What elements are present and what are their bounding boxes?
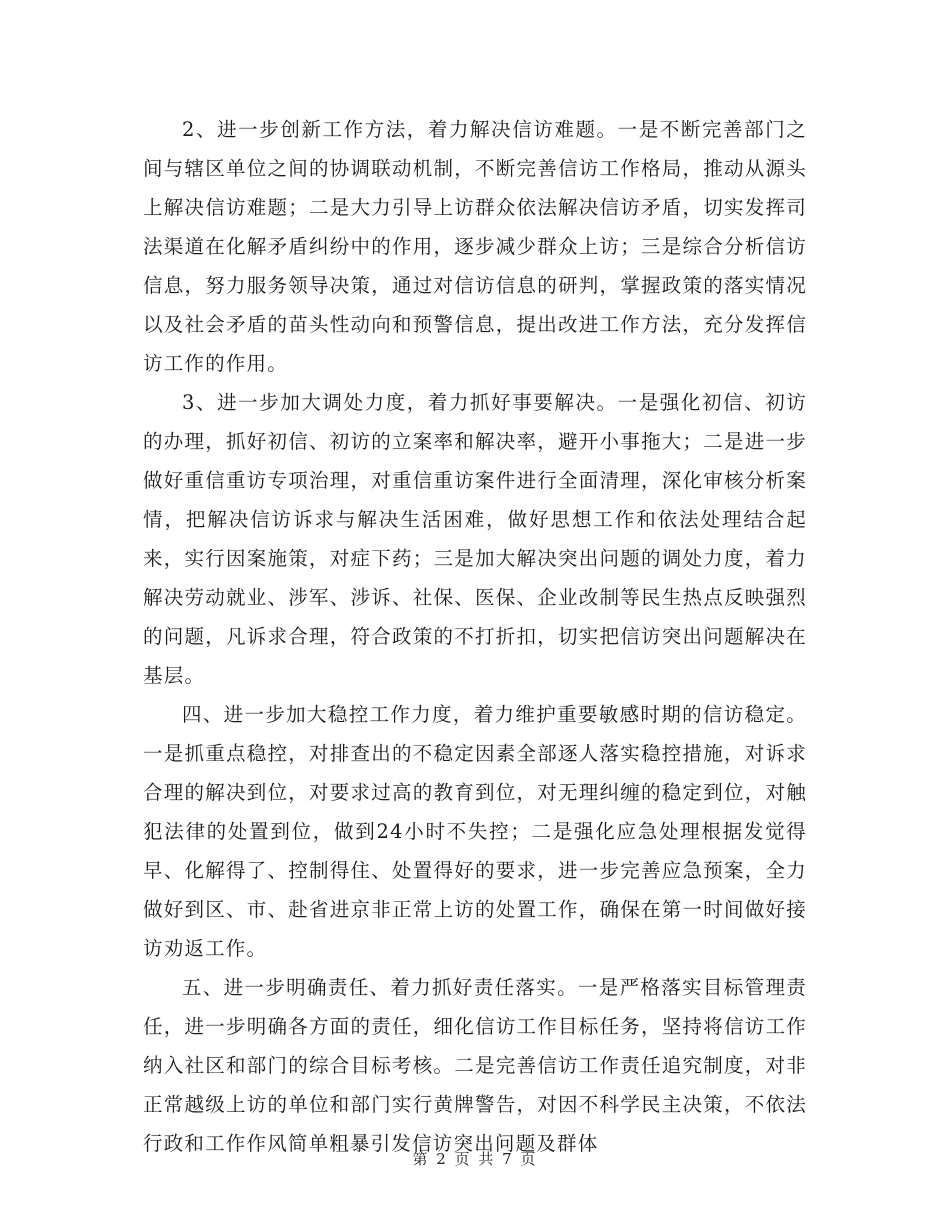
document-body — [143, 110, 807, 1163]
page-number-label: 第 2 页 共 7 页 — [412, 1150, 538, 1168]
paragraph-4: 五、进一步明确责任、着力抓好责任落实。一是严格落实目标管理责任，进一步明确各方面的责任，细化信访工作目标任务，坚持将信访工作纳入社区和部门的综合目标考核。二是完善信访工作责任追究制度，对非正常越级上访的单位和部门实行黄牌警告，对因不科学民主决策，不依法行政和工作作风简单粗暴引发信访突出问题及群体 — [143, 976, 807, 1155]
paragraph-3: 四、进一步加大稳控工作力度，着力维护重要敏感时期的信访稳定。一是抓重点稳控，对排查出的不稳定因素全部逐人落实稳控措施，对诉求合理的解决到位，对要求过高的教育到位，对无理纠缠的稳定到位，对触犯法律的处置到位，做到24小时不失控；二是强化应急处理根据发觉得早、化解得了、控制得住、处置得好的要求，进一步完善应急预案，全力做好到区、市、赴省进京非正常上访的处置工作，确保在第一时间做好接访劝返工作。 — [143, 703, 807, 960]
page-footer — [0, 1148, 950, 1169]
paragraph-1: 2、进一步创新工作方法，着力解决信访难题。一是不断完善部门之间与辖区单位之间的协调联动机制，不断完善信访工作格局，推动从源头上解决信访难题；二是大力引导上访群众依法解决信访矛盾，切实发挥司法渠道在化解矛盾纠纷中的作用，逐步减少群众上访；三是综合分析信访信息，努力服务领导决策，通过对信访信息的研判，掌握政策的落实情况以及社会矛盾的苗头性动向和预警信息，提出改进工作方法，充分发挥信访工作的作用。 — [143, 118, 807, 375]
paragraph-2: 3、进一步加大调处力度，着力抓好事要解决。一是强化初信、初访的办理，抓好初信、初访的立案率和解决率，避开小事拖大；二是进一步做好重信重访专项治理，对重信重访案件进行全面清理，深化审核分析案情，把解决信访诉求与解决生活困难，做好思想工作和依法处理结合起来，实行因案施策，对症下药；三是加大解决突出问题的调处力度，着力解决劳动就业、涉军、涉诉、社保、医保、企业改制等民生热点反映强烈的问题，凡诉求合理，符合政策的不打折扣，切实把信访突出问题解决在基层。 — [143, 391, 807, 687]
